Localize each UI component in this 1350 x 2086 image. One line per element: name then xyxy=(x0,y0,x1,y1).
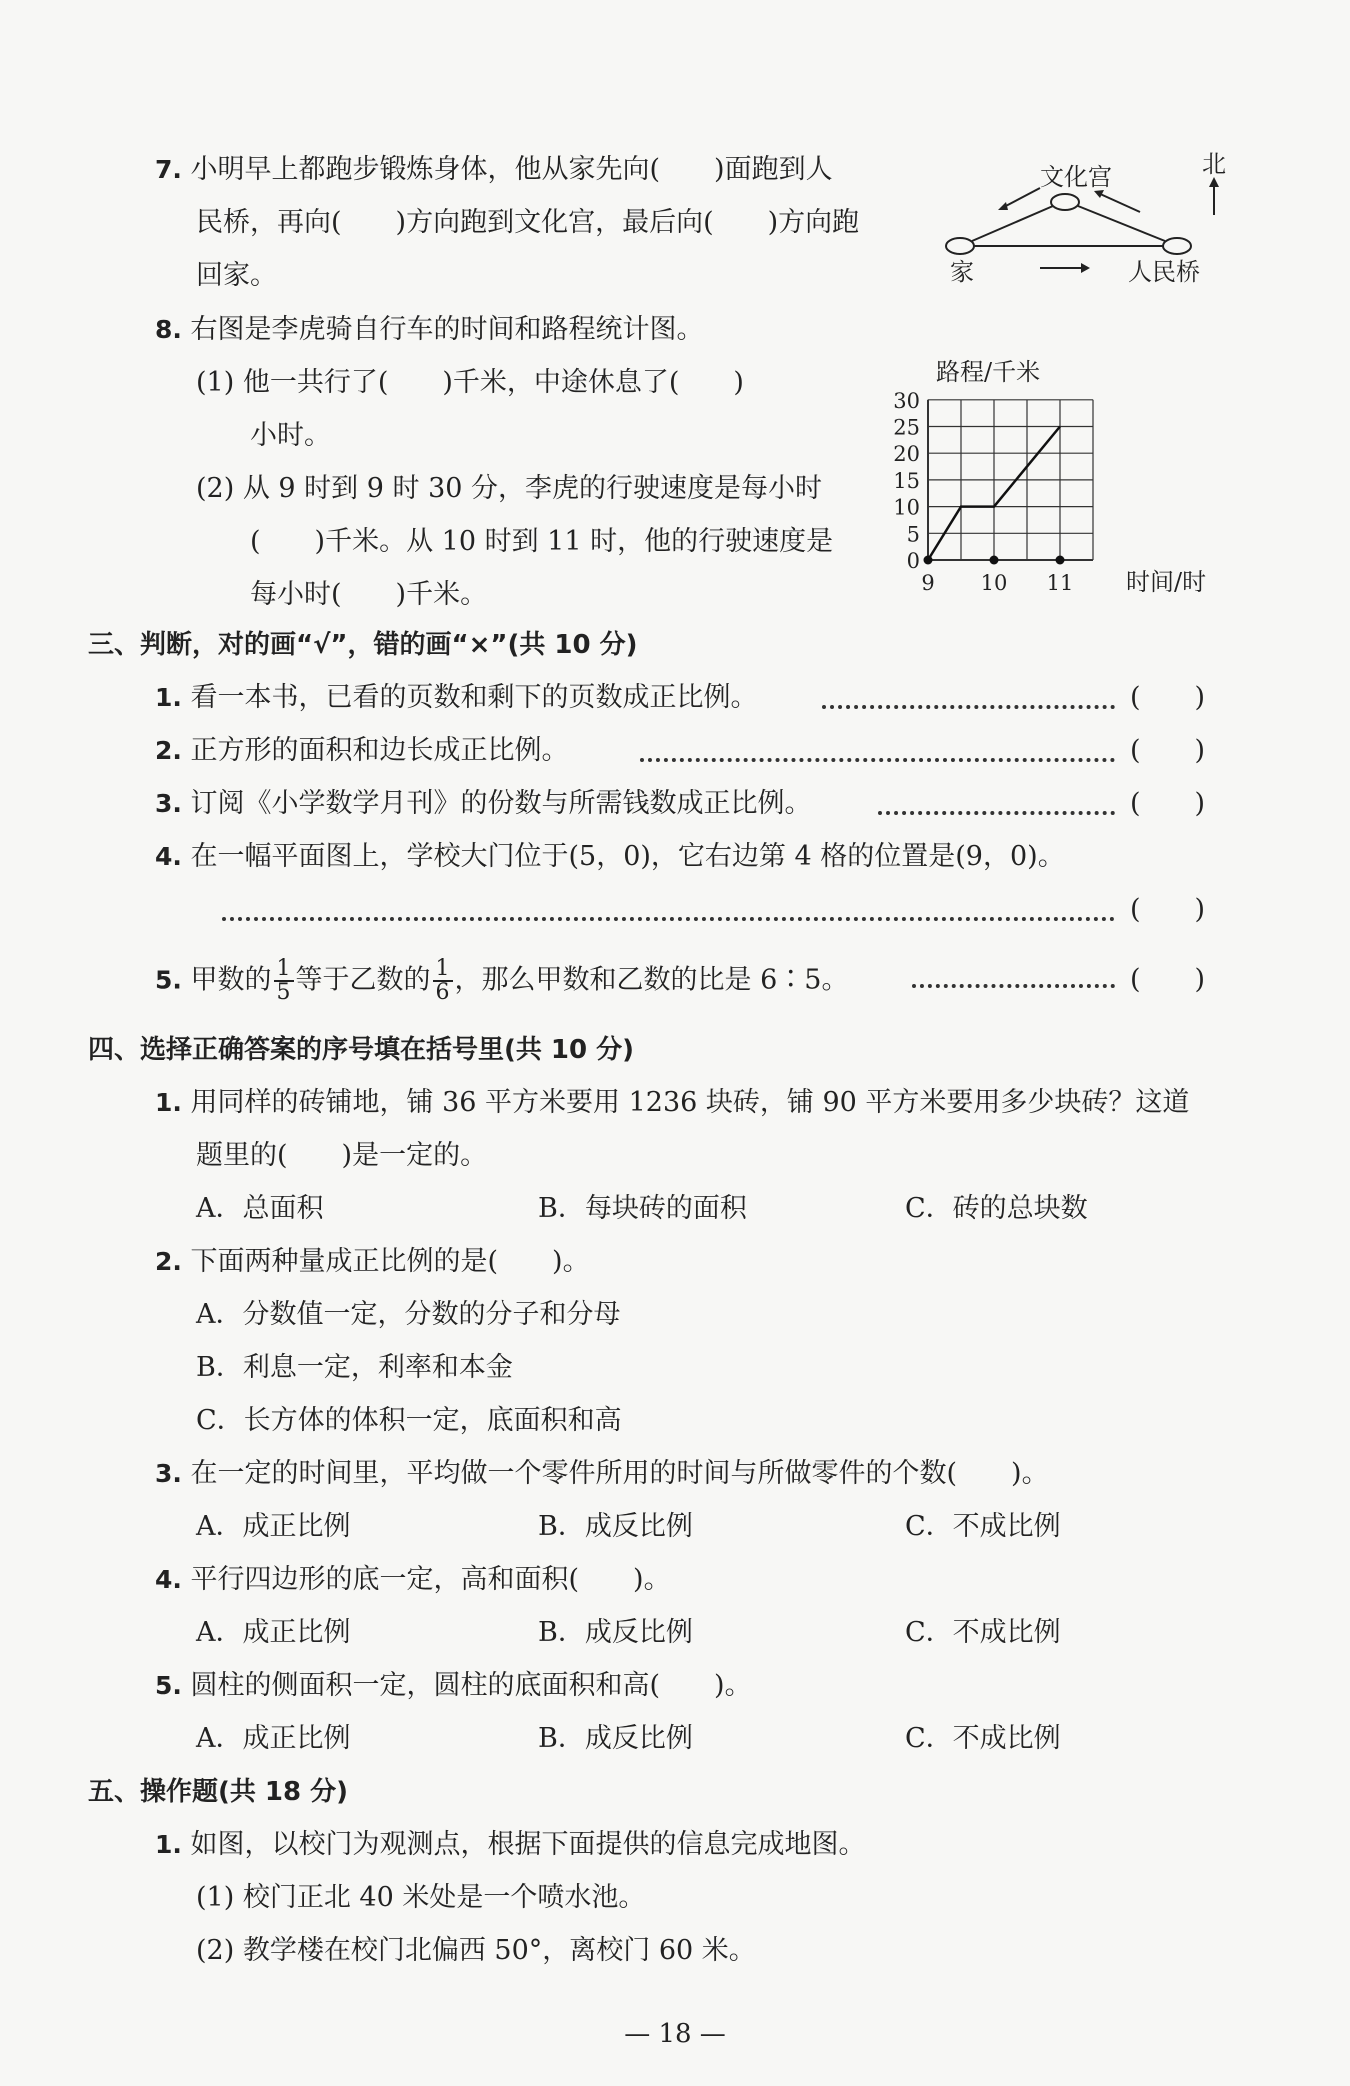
s4-q2-option-c: C．长方体的体积一定，底面积和高 xyxy=(196,1405,622,1436)
fraction1-denominator: 5 xyxy=(276,980,291,1005)
s3-item5-text-b: 等于乙数的 xyxy=(295,964,431,996)
q8-part2-line2: ( )千米。从 10 时到 11 时，他的行驶速度是 xyxy=(250,526,834,557)
s3-item5-number: 5. xyxy=(155,965,182,995)
s4-q1-text: 用同样的砖铺地，铺 36 平方米要用 1236 块砖，铺 90 平方米要用多少块砖？这道 xyxy=(190,1087,1190,1118)
chart-y-tick-label: 5 xyxy=(906,522,920,547)
section5-title: 五、操作题(共 18 分) xyxy=(88,1777,349,1807)
s4-q1-option-b: B．每块砖的面积 xyxy=(538,1193,747,1224)
arrow-to-home xyxy=(1002,188,1040,208)
s4-q2-option-b: B．利息一定，利率和本金 xyxy=(196,1352,513,1383)
palace-label: 文化宫 xyxy=(1040,163,1112,191)
s4-q4-number: 4. xyxy=(155,1565,182,1594)
s3-item3-number: 3. xyxy=(155,789,182,818)
s4-q4-option-b: B．成反比例 xyxy=(538,1617,693,1648)
arrow-head-home xyxy=(998,202,1008,210)
bridge-label: 人民桥 xyxy=(1128,258,1200,286)
s3-item3-answer-paren[interactable]: ( ) xyxy=(1130,788,1206,819)
direction-map-diagram xyxy=(940,150,1240,290)
s5-q1-text: 如图，以校门为观测点，根据下面提供的信息完成地图。 xyxy=(190,1829,866,1860)
chart-y-tick-label: 30 xyxy=(893,388,920,413)
s4-q5-number: 5. xyxy=(155,1671,182,1700)
s3-item2-text: 正方形的面积和边长成正比例。 xyxy=(190,735,569,766)
s5-q1-line1 xyxy=(155,1827,866,1863)
s3-item2-leader xyxy=(640,758,1115,762)
s4-q4-option-a: A．成正比例 xyxy=(196,1617,351,1648)
s4-q3-option-a: A．成正比例 xyxy=(196,1511,351,1542)
north-label: 北 xyxy=(1202,150,1226,178)
q8-part1-line2: 小时。 xyxy=(250,420,331,451)
chart-y-axis-label: 路程/千米 xyxy=(936,358,1041,386)
s4-q1-number: 1. xyxy=(155,1088,182,1117)
s4-q2-number: 2. xyxy=(155,1247,182,1276)
s4-q3-number: 3. xyxy=(155,1459,182,1488)
s3-item3-leader xyxy=(878,811,1115,815)
chart-y-ticks xyxy=(893,389,920,573)
bridge-node xyxy=(1163,238,1191,254)
s3-item1-text: 看一本书，已看的页数和剩下的页数成正比例。 xyxy=(190,682,758,713)
chart-y-tick-label: 15 xyxy=(893,468,920,493)
s4-q2-option-a: A．分数值一定，分数的分子和分母 xyxy=(196,1299,621,1330)
s4-q3-line1 xyxy=(155,1456,1049,1492)
s3-item4-text: 在一幅平面图上，学校大门位于(5，0)，它右边第 4 格的位置是(9，0)。 xyxy=(190,841,1065,872)
section3-title: 三、判断，对的画“√”，错的画“×”(共 10 分) xyxy=(88,630,638,660)
s4-q1-line1 xyxy=(155,1085,1189,1121)
s3-item2-answer-paren[interactable]: ( ) xyxy=(1130,735,1206,766)
arrow-to-palace xyxy=(1098,193,1140,212)
s4-q5-option-c: C．不成比例 xyxy=(905,1723,1061,1754)
chart-x-tick-dot xyxy=(990,556,999,565)
s4-q1-line2: 题里的( )是一定的。 xyxy=(196,1140,488,1171)
s4-q3-option-c: C．不成比例 xyxy=(905,1511,1061,1542)
s3-item1 xyxy=(155,680,758,716)
q7-line3: 回家。 xyxy=(196,260,277,291)
s4-q5-text: 圆柱的侧面积一定，圆柱的底面积和高( )。 xyxy=(190,1670,752,1701)
s4-q2-line1 xyxy=(155,1244,590,1280)
s4-q4-line1 xyxy=(155,1562,671,1598)
s3-item5 xyxy=(155,958,848,1004)
fraction-one-fifth xyxy=(274,958,294,1004)
home-label: 家 xyxy=(950,258,974,286)
chart-x-tick-dot xyxy=(1056,556,1065,565)
q7-number: 7. xyxy=(155,155,182,184)
s4-q1-option-a: A．总面积 xyxy=(196,1193,324,1224)
s3-item3 xyxy=(155,786,812,822)
s3-item1-leader xyxy=(822,705,1115,709)
north-arrow-head xyxy=(1209,177,1219,187)
s3-item2-number: 2. xyxy=(155,736,182,765)
q8-part1-line1: (1) 他一共行了( )千米，中途休息了( ) xyxy=(196,367,744,398)
s4-q1-option-c: C．砖的总块数 xyxy=(905,1193,1088,1224)
home-node xyxy=(946,238,974,254)
page-number: — 18 — xyxy=(624,2019,726,2049)
s3-item4-answer-paren[interactable]: ( ) xyxy=(1130,894,1206,925)
s4-q3-text: 在一定的时间里，平均做一个零件所用的时间与所做零件的个数( )。 xyxy=(190,1458,1049,1489)
s5-q1-part1: (1) 校门正北 40 米处是一个喷水池。 xyxy=(196,1882,646,1913)
fraction-one-sixth xyxy=(433,958,453,1004)
s5-q1-number: 1. xyxy=(155,1830,182,1859)
q8-number: 8. xyxy=(155,315,182,344)
s3-item4 xyxy=(155,839,1065,875)
fraction2-numerator: 1 xyxy=(433,958,453,982)
cultural-palace-node xyxy=(1051,194,1079,210)
fraction1-numerator: 1 xyxy=(274,958,294,982)
home-palace-path xyxy=(972,206,1053,241)
fraction2-denominator: 6 xyxy=(435,980,450,1005)
chart-x-ticks xyxy=(921,556,1073,596)
chart-y-tick-label: 0 xyxy=(906,549,920,573)
s4-q3-option-b: B．成反比例 xyxy=(538,1511,693,1542)
s3-item3-text: 订阅《小学数学月刊》的份数与所需钱数成正比例。 xyxy=(190,788,812,819)
s4-q5-option-a: A．成正比例 xyxy=(196,1723,351,1754)
s4-q4-text: 平行四边形的底一定，高和面积( )。 xyxy=(190,1564,671,1595)
chart-x-axis-label: 时间/时 xyxy=(1126,568,1207,596)
s3-item1-answer-paren[interactable]: ( ) xyxy=(1130,682,1206,713)
q8-line1 xyxy=(155,312,704,348)
s4-q5-line1 xyxy=(155,1668,752,1704)
chart-grid xyxy=(928,400,1093,560)
s3-item1-number: 1. xyxy=(155,683,182,712)
chart-y-tick-label: 25 xyxy=(893,415,920,440)
arrow-head-bridge xyxy=(1081,263,1090,273)
chart-y-tick-label: 10 xyxy=(893,495,920,520)
distance-time-chart xyxy=(880,355,1230,605)
q7-line2: 民桥，再向( )方向跑到文化宫，最后向( )方向跑 xyxy=(196,207,860,238)
q7-text-1: 小明早上都跑步锻炼身体，他从家先向( )面跑到人 xyxy=(190,154,833,185)
s5-q1-part2: (2) 教学楼在校门北偏西 50°，离校门 60 米。 xyxy=(196,1935,756,1966)
s3-item5-answer-paren[interactable]: ( ) xyxy=(1130,964,1206,995)
s4-q5-option-b: B．成反比例 xyxy=(538,1723,693,1754)
chart-x-tick-label: 10 xyxy=(980,571,1008,595)
chart-y-tick-label: 20 xyxy=(893,442,920,467)
s3-item5-text-a: 甲数的 xyxy=(190,964,272,996)
q8-part2-line3: 每小时( )千米。 xyxy=(250,579,488,610)
s3-item2 xyxy=(155,733,569,769)
palace-bridge-path xyxy=(1078,206,1165,241)
s3-item5-leader xyxy=(912,984,1115,988)
s4-q4-option-c: C．不成比例 xyxy=(905,1617,1061,1648)
q7-line1 xyxy=(155,152,833,188)
chart-x-tick-label: 11 xyxy=(1046,571,1074,595)
chart-x-tick-label: 9 xyxy=(921,571,935,595)
s4-q2-text: 下面两种量成正比例的是( )。 xyxy=(190,1246,590,1277)
q8-text: 右图是李虎骑自行车的时间和路程统计图。 xyxy=(190,314,704,345)
section4-title: 四、选择正确答案的序号填在括号里(共 10 分) xyxy=(88,1035,635,1065)
q8-part2-line1: (2) 从 9 时到 9 时 30 分，李虎的行驶速度是每小时 xyxy=(196,473,823,504)
s3-item5-text-c: ，那么甲数和乙数的比是 6∶5。 xyxy=(454,964,849,996)
s3-item4-leader xyxy=(222,917,1115,921)
s3-item4-number: 4. xyxy=(155,842,182,871)
